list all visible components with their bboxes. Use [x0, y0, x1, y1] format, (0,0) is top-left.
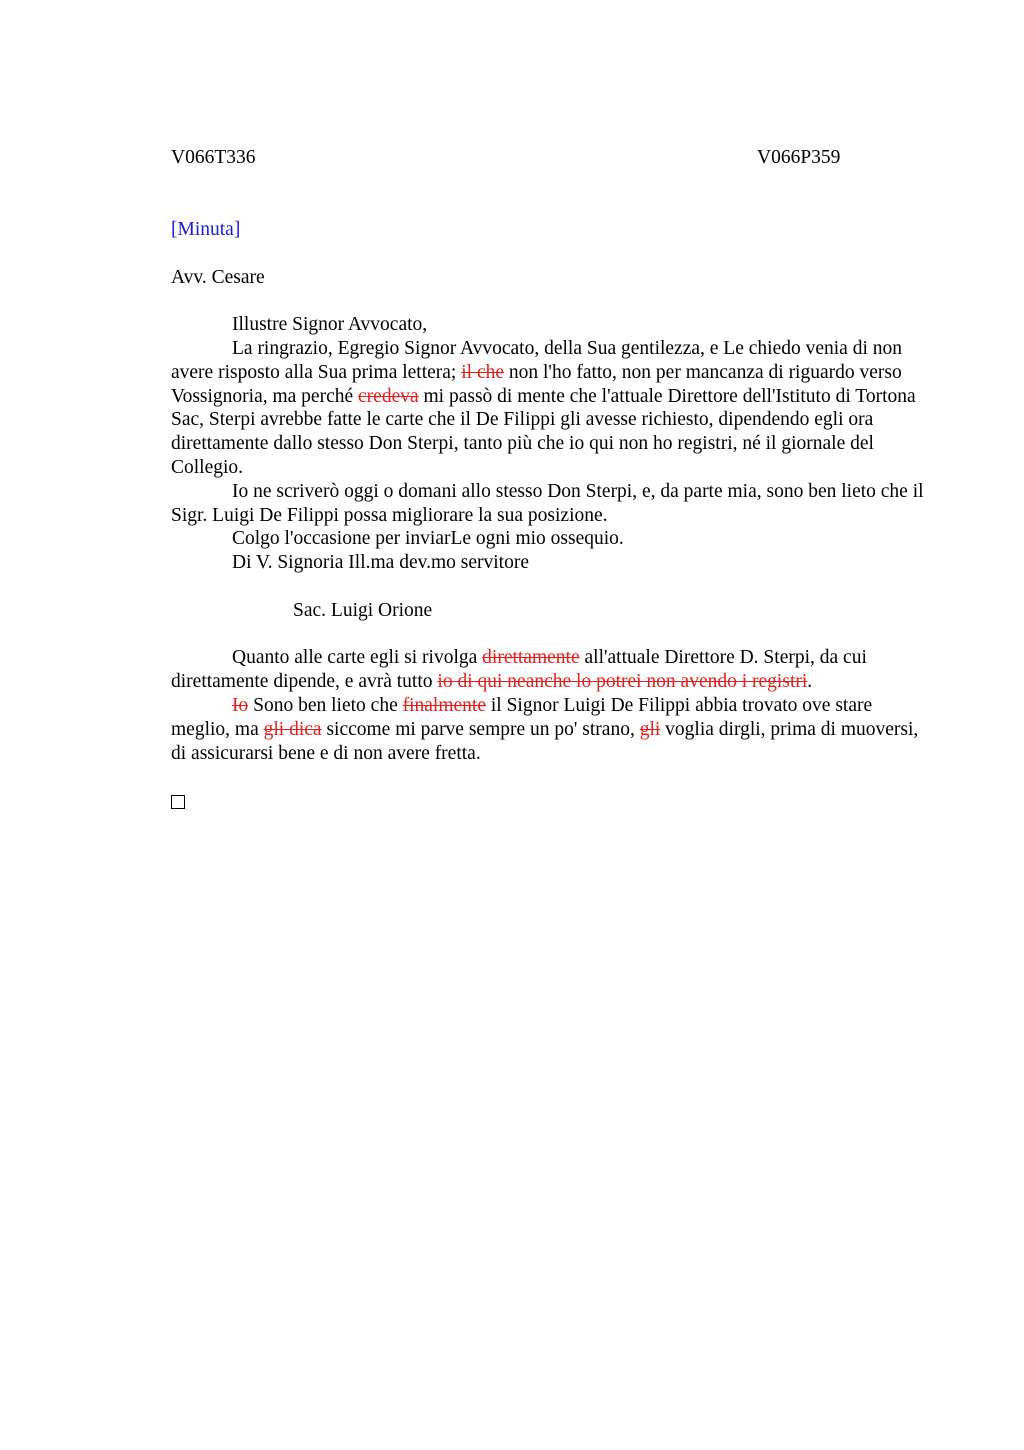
text-run: . [807, 671, 813, 693]
text-run: non l'ho fatto, non per mancanza di riguardo verso Vossignoria, ma perché [171, 361, 902, 407]
deleted-text: Io [232, 694, 249, 716]
deleted-text: credeva [358, 385, 419, 407]
text-run: Quanto alle carte egli si rivolga [232, 647, 483, 669]
document-code-right: V066P359 [757, 147, 841, 168]
closing-formula: Di V. Signoria Ill.ma dev.mo servitore [232, 552, 529, 574]
minuta-label: [Minuta] [171, 219, 241, 240]
text-run: Sono ben lieto che [248, 694, 403, 716]
end-marker-box-icon [171, 795, 185, 809]
document-code-left: V066T336 [171, 147, 256, 168]
deleted-text: io di qui neanche lo potrei non avendo i registri [437, 671, 808, 693]
postscript-paragraph-1 [171, 646, 931, 694]
text-run: voglia dirgli, prima di muoversi, di assicurarsi bene e di non avere fretta. [171, 718, 919, 764]
salutation: Illustre Signor Avvocato, [232, 314, 428, 336]
text-run: siccome mi parve sempre un po' strano, [321, 718, 640, 740]
letter-paragraph-1 [171, 337, 931, 480]
text-run: il Signor Luigi De Filippi abbia trovato ove stare meglio, ma [171, 694, 873, 740]
deleted-text: direttamente [482, 647, 580, 669]
addressee: Avv. Cesare [171, 266, 265, 288]
text-run: La ringrazio, Egregio Signor Avvocato, della Sua gentilezza, e Le chiedo venia di non avere risposto alla Sua prima lettera; [171, 337, 902, 383]
deleted-text: gli dica [263, 718, 322, 740]
letter-paragraph-3: Colgo l'occasione per inviarLe ogni mio ossequio. [232, 528, 624, 550]
postscript-paragraph-2 [171, 694, 931, 765]
letter-body [171, 218, 931, 809]
deleted-text: finalmente [402, 694, 486, 716]
letter-paragraph-2: Io ne scriverò oggi o domani allo stesso Don Sterpi, e, da parte mia, sono ben lieto che il Sigr. Luigi De Filippi possa migliorare la sua posizione. [171, 480, 924, 526]
deleted-text: gli [639, 718, 661, 740]
deleted-text: il che [461, 361, 505, 383]
text-run: all'attuale Direttore D. Sterpi, da cui direttamente dipende, e avrà tutto [171, 647, 867, 693]
text-run: mi passò di mente che l'attuale Direttore dell'Istituto di Tortona Sac, Sterpi avrebbe fatte le carte che il De Filippi gli avesse richiesto, dipendendo egli ora direttamente dallo stesso Don Sterpi, tanto più che io qui non ho registri, né il giornale del Collegio. [171, 385, 916, 478]
signature: Sac. Luigi Orione [293, 599, 433, 621]
